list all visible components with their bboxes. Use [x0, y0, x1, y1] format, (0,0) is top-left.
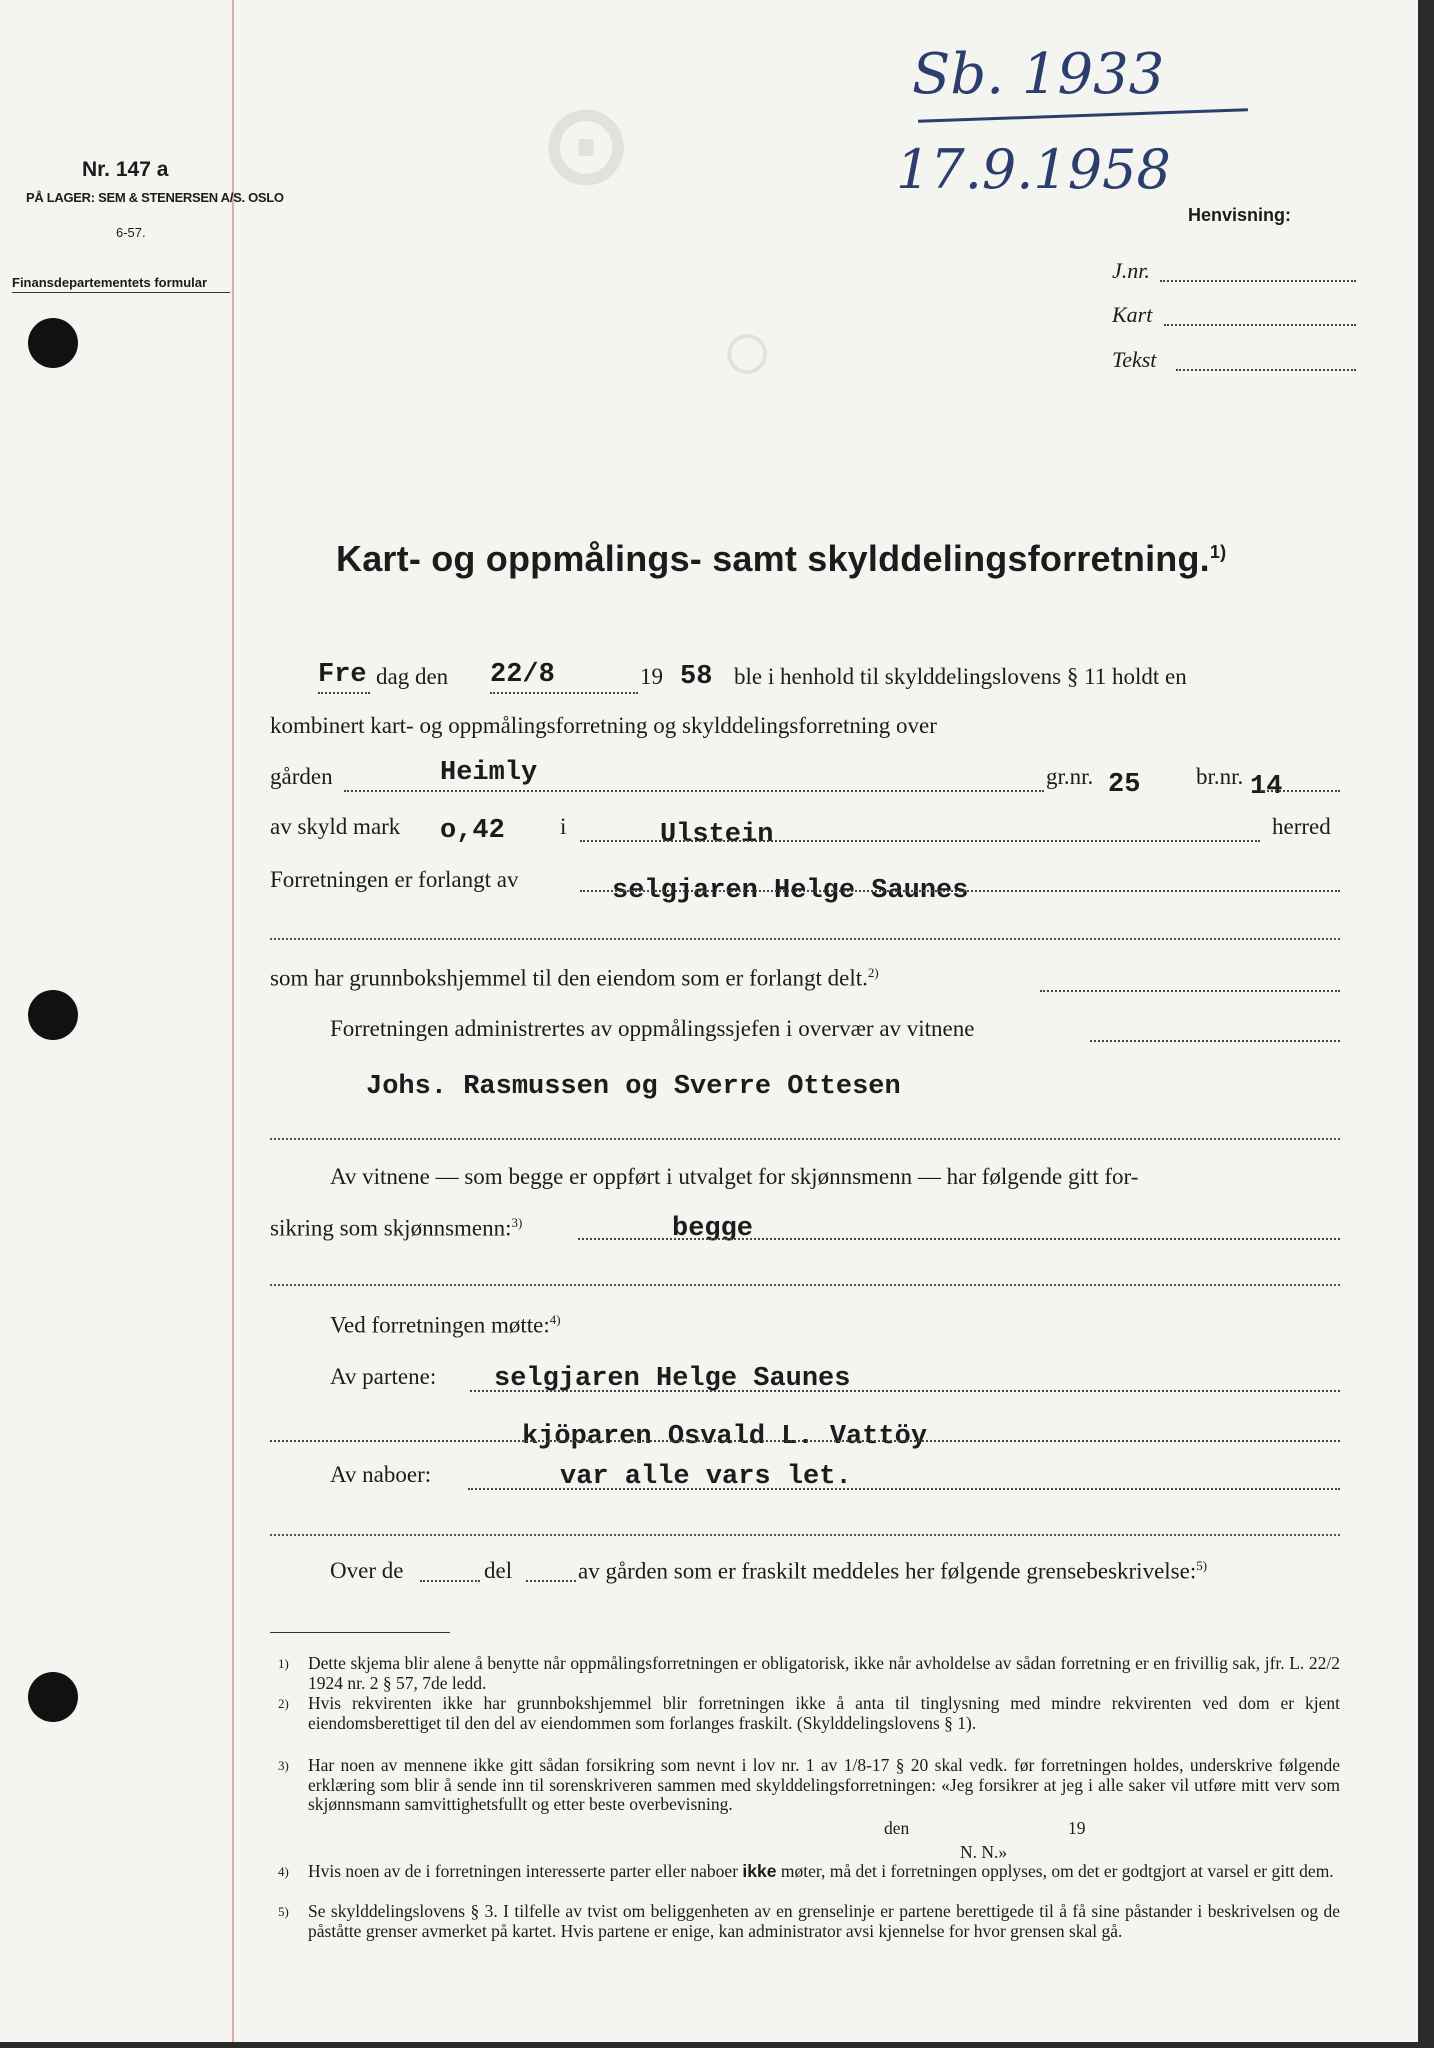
forsikring-label: sikring som skjønnsmenn:: [270, 1215, 512, 1241]
naboer-line: [468, 1488, 1340, 1490]
punch-hole: [28, 1672, 78, 1722]
over-de-label: Over de: [330, 1558, 404, 1583]
bleed-through-mark: ⊙: [540, 83, 633, 206]
partene-line: [470, 1390, 1340, 1392]
del-label: del: [484, 1558, 513, 1583]
garden-label: gården: [270, 764, 333, 789]
title-footnote-ref: 1): [1209, 542, 1227, 562]
forsikring-line: [578, 1238, 1340, 1240]
av-garden-footnote-ref: 5): [1196, 1558, 1208, 1573]
footnote-number: 2): [278, 1696, 289, 1711]
reference-tekst-line: [1176, 369, 1356, 371]
page-title: [336, 538, 1226, 580]
footnote-text: Se skylddelingslovens § 3. I tilfelle av tvist om beliggenheten av en grenselinje er partene berettigede til å få sine påstander i beskrivelsen og de påståtte grenser avmerket på kartet. Hvis partene er enige, kan administrator avsi kjennelse for hvor grensen skal gå.: [308, 1901, 1340, 1941]
footnote-1: [278, 1654, 1340, 1693]
footnote-number: 5): [278, 1904, 289, 1919]
margin-line: [232, 0, 234, 2042]
footnote-3-signature: N. N.»: [960, 1842, 1008, 1862]
forsikring-footnote-ref: 3): [511, 1215, 523, 1230]
administrert-text: Forretningen administrertes av oppmålingssjefen i overvær av vitnene: [330, 1016, 975, 1041]
year-value: 58: [680, 662, 713, 692]
dag-den-label: dag den: [376, 664, 449, 689]
forlangt-line: [580, 890, 1340, 892]
partene-line-2: [270, 1440, 1340, 1442]
footnote-4: [278, 1862, 1340, 1882]
footnote-rule: [270, 1632, 450, 1633]
garden-value: Heimly: [440, 758, 538, 788]
grnr-value: 25: [1108, 770, 1141, 800]
footnote-5: [278, 1902, 1340, 1941]
grunnbok-line: [1040, 990, 1340, 992]
forlangt-label: Forretningen er forlangt av: [270, 867, 519, 892]
century-label: 19: [640, 664, 663, 689]
form-printer: PÅ LAGER: SEM & STENERSEN A/S. OSLO: [26, 190, 284, 205]
over-de-line: [420, 1580, 480, 1582]
skyld-value: o,42: [440, 816, 505, 846]
case-number-handwritten: Sb. 1933: [912, 42, 1165, 107]
grunnbok-footnote-ref: 2): [867, 965, 879, 980]
footnote-number: 4): [278, 1864, 289, 1879]
forsikring-text-1: Av vitnene — som begge er oppført i utvalget for skjønnsmenn — har følgende gitt for-: [330, 1164, 1139, 1189]
blank-line: [270, 1138, 1340, 1140]
footnote-text: Har noen av mennene ikke gitt sådan forsikring som nevnt i lov nr. 1 av 1/8-17 § 20 skal vedk. før forretningen holdes, underskrive følgende erklæring som blir å sende inn til sorenskriveren sammen med skylddelingsforretningen: «Jeg forsikrer at jeg i alle saker vil utføre mitt verv som skjønnsmann samvittighetsfullt og etter beste overbevisning.: [308, 1755, 1340, 1814]
footnote-text: Dette skjema blir alene å benytte når oppmålingsforretningen er obligatorisk, ikke når avholdelse av sådan forretning er en frivillig sak, jfr. L. 22/2 1924 nr. 2 § 57, 7de ledd.: [308, 1653, 1340, 1693]
bleed-through-mark: ○: [720, 301, 775, 401]
i-label: i: [560, 814, 567, 839]
weekday-value: Fre: [318, 660, 367, 690]
footnote-text-after: møter, må det i forretningen opplyses, om det er godtgjort at varsel er gitt dem.: [780, 1861, 1334, 1881]
handwritten-underline: [918, 108, 1248, 123]
blank-line: [270, 1284, 1340, 1286]
reference-kart-label: Kart: [1112, 302, 1153, 327]
grunnbok-text: [270, 965, 879, 992]
form-owner: Finansdepartementets formular: [12, 275, 208, 290]
footnote-3-den: den: [884, 1818, 910, 1838]
date-value: 22/8: [490, 660, 555, 690]
footnote-number: 1): [278, 1656, 289, 1671]
herred-value: Ulstein: [660, 820, 774, 850]
weekday-line: [318, 692, 370, 694]
form-edition: 6-57.: [116, 225, 146, 240]
forlangt-value: selgjaren Helge Saunes: [612, 876, 969, 906]
footnote-text-before: Hvis noen av de i forretningen interesserte parter eller naboer: [308, 1861, 739, 1881]
blank-line: [270, 938, 1340, 940]
reference-kart-line: [1164, 324, 1356, 326]
reference-heading: Henvisning:: [1188, 205, 1292, 225]
del-line: [526, 1580, 576, 1582]
motte-text: [330, 1312, 561, 1339]
forsikring-text-2: [270, 1215, 522, 1242]
grunnbok-sentence: som har grunnbokshjemmel til den eiendom som er forlangt delt.: [270, 965, 868, 991]
form-number: Nr. 147 a: [82, 158, 169, 181]
title-text: Kart- og oppmålings- samt skylddelingsforretning.: [336, 538, 1210, 579]
vitner-value: Johs. Rasmussen og Sverre Ottesen: [366, 1072, 901, 1102]
reference-tekst-label: Tekst: [1112, 347, 1157, 372]
footnote-text: [308, 1862, 1340, 1882]
partene-value-2: kjöparen Osvald L. Vattöy: [522, 1422, 928, 1452]
skyld-label: av skyld mark: [270, 814, 401, 839]
reference-jnr-line: [1160, 280, 1356, 282]
punch-hole: [28, 318, 78, 368]
herred-line: [580, 840, 1260, 842]
blank-line: [270, 1534, 1340, 1536]
line1-text: ble i henhold til skylddelingslovens § 11 holdt en: [734, 664, 1187, 689]
footnote-2: [278, 1694, 1340, 1733]
garden-line: [344, 790, 1044, 792]
partene-value-1: selgjaren Helge Saunes: [494, 1364, 851, 1394]
forsikring-value: begge: [672, 1214, 754, 1244]
naboer-label: Av naboer:: [330, 1462, 432, 1487]
punch-hole: [28, 990, 78, 1040]
date-line: [490, 692, 638, 694]
brnr-line: [1260, 790, 1340, 792]
administrert-line: [1090, 1040, 1340, 1042]
motte-label: Ved forretningen møtte:: [330, 1312, 550, 1338]
grnr-label: gr.nr.: [1046, 764, 1094, 789]
footnote-3-year: 19: [1068, 1818, 1086, 1838]
footnote-bold-word: ikke: [742, 1861, 777, 1881]
footnote-number: 3): [278, 1758, 289, 1773]
form-owner-underline: [12, 292, 230, 293]
av-garden-label: av gården som er fraskilt meddeles her følgende grensebeskrivelse:: [578, 1558, 1197, 1584]
naboer-value: var alle vars let.: [560, 1462, 852, 1492]
partene-label: Av partene:: [330, 1364, 437, 1389]
line2-text: kombinert kart- og oppmålingsforretning og skylddelingsforretning over: [270, 713, 937, 738]
herred-label: herred: [1272, 814, 1331, 839]
motte-footnote-ref: 4): [549, 1312, 561, 1327]
reference-jnr-label: J.nr.: [1112, 258, 1150, 283]
footnote-3: [278, 1756, 1340, 1815]
brnr-label: br.nr.: [1196, 764, 1244, 789]
av-garden-text: [578, 1558, 1207, 1585]
brnr-value: 14: [1250, 772, 1283, 802]
footnote-text: Hvis rekvirenten ikke har grunnbokshjemmel blir forretningen ikke å anta til tinglysning med mindre rekvirenten ved dom er kjent eiendomsberettiget til den del av eiendommen som forlanges fraskilt. (Skylddelingslovens § 1).: [308, 1693, 1340, 1733]
registration-date-handwritten: 17.9.1958: [896, 138, 1171, 201]
